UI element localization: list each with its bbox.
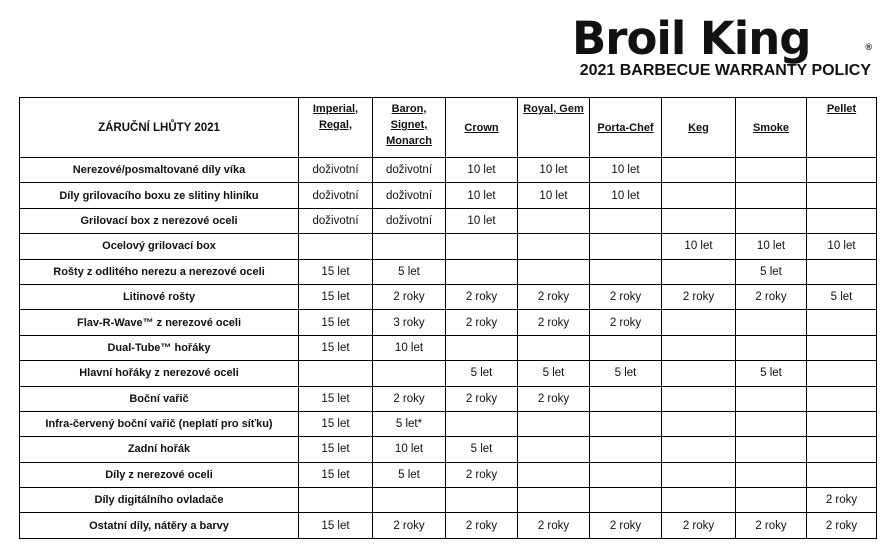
warranty-cell: 15 let: [299, 411, 373, 436]
logo-text: Broil King: [572, 12, 811, 65]
warranty-cell: 15 let: [299, 259, 373, 284]
row-label: Hlavní hořáky z nerezové oceli: [20, 361, 299, 386]
warranty-cell: [373, 361, 446, 386]
column-header: [736, 98, 807, 158]
warranty-cell: [807, 183, 877, 208]
warranty-cell: 10 let: [590, 158, 662, 183]
row-label: Infra-červený boční vařič (neplatí pro síťku): [20, 411, 299, 436]
warranty-cell: 5 let: [373, 462, 446, 487]
row-label: Díly z nerezové oceli: [20, 462, 299, 487]
warranty-cell: 5 let: [446, 437, 518, 462]
warranty-cell: doživotní: [373, 183, 446, 208]
row-label: Díly digitálního ovladače: [20, 488, 299, 513]
warranty-cell: 10 let: [590, 183, 662, 208]
warranty-cell: 2 roky: [446, 462, 518, 487]
warranty-cell: 5 let: [518, 361, 590, 386]
warranty-cell: [518, 437, 590, 462]
warranty-cell: doživotní: [299, 183, 373, 208]
warranty-cell: [446, 259, 518, 284]
warranty-cell: [662, 411, 736, 436]
warranty-cell: [662, 361, 736, 386]
warranty-cell: [590, 259, 662, 284]
warranty-cell: 2 roky: [518, 284, 590, 309]
table-row: [20, 183, 877, 208]
warranty-cell: [736, 411, 807, 436]
column-header-label: Porta-Chef: [597, 121, 654, 134]
warranty-cell: 15 let: [299, 386, 373, 411]
warranty-cell: 2 roky: [446, 284, 518, 309]
warranty-cell: [518, 462, 590, 487]
row-label: Zadní hořák: [20, 437, 299, 462]
row-label: Grilovací box z nerezové oceli: [20, 208, 299, 233]
table-row: [20, 386, 877, 411]
policy-title: 2021 BARBECUE WARRANTY POLICY: [579, 62, 871, 79]
column-header-label: Imperial, Regal,: [312, 103, 359, 131]
warranty-cell: [736, 158, 807, 183]
warranty-cell: [518, 259, 590, 284]
warranty-cell: 15 let: [299, 437, 373, 462]
warranty-cell: [662, 437, 736, 462]
warranty-cell: [807, 158, 877, 183]
warranty-cell: 2 roky: [446, 386, 518, 411]
warranty-cell: [736, 386, 807, 411]
warranty-cell: 10 let: [373, 437, 446, 462]
warranty-cell: doživotní: [299, 208, 373, 233]
warranty-cell: [299, 361, 373, 386]
header-row: [20, 98, 877, 158]
warranty-cell: [736, 208, 807, 233]
warranty-cell: [590, 335, 662, 360]
column-header: [590, 98, 662, 158]
warranty-cell: 10 let: [446, 183, 518, 208]
warranty-cell: [446, 335, 518, 360]
registered-mark: ®: [865, 42, 872, 52]
warranty-cell: [299, 234, 373, 259]
warranty-cell: [590, 386, 662, 411]
row-label: Dual-Tube™ hořáky: [20, 335, 299, 360]
table-row: [20, 462, 877, 487]
table-row: [20, 488, 877, 513]
warranty-cell: 2 roky: [662, 284, 736, 309]
warranty-cell: 2 roky: [373, 386, 446, 411]
row-label: Ocelový grilovací box: [20, 234, 299, 259]
warranty-cell: 10 let: [736, 234, 807, 259]
column-header-label: Pellet: [826, 103, 857, 115]
table-row: [20, 284, 877, 309]
table-row: [20, 158, 877, 183]
warranty-table: [19, 97, 877, 539]
warranty-cell: [662, 259, 736, 284]
warranty-cell: [518, 208, 590, 233]
warranty-cell: 2 roky: [590, 513, 662, 538]
warranty-cell: [736, 310, 807, 335]
warranty-cell: [807, 386, 877, 411]
column-header-label: Crown: [464, 121, 499, 134]
warranty-cell: 5 let*: [373, 411, 446, 436]
warranty-cell: [590, 411, 662, 436]
warranty-cell: [662, 208, 736, 233]
warranty-cell: doživotní: [373, 158, 446, 183]
warranty-cell: 2 roky: [518, 310, 590, 335]
row-label: Nerezové/posmaltované díly víka: [20, 158, 299, 183]
warranty-cell: 2 roky: [590, 284, 662, 309]
warranty-cell: 10 let: [373, 335, 446, 360]
warranty-cell: [736, 488, 807, 513]
warranty-cell: [807, 411, 877, 436]
column-header: [807, 98, 877, 158]
warranty-cell: 2 roky: [736, 513, 807, 538]
warranty-cell: [736, 335, 807, 360]
table-row: [20, 411, 877, 436]
column-header-label: Keg: [688, 121, 709, 134]
warranty-cell: 2 roky: [446, 513, 518, 538]
warranty-cell: 10 let: [446, 158, 518, 183]
table-row: [20, 437, 877, 462]
warranty-cell: 2 roky: [518, 386, 590, 411]
warranty-cell: 15 let: [299, 284, 373, 309]
row-label: Boční vařič: [20, 386, 299, 411]
warranty-cell: 10 let: [518, 158, 590, 183]
column-header-label: Baron, Signet, Monarch: [386, 103, 432, 147]
table-title: ZÁRUČNÍ LHŮTY 2021: [20, 98, 299, 158]
warranty-cell: [662, 386, 736, 411]
warranty-cell: [590, 488, 662, 513]
warranty-cell: [736, 462, 807, 487]
row-label: Litinové rošty: [20, 284, 299, 309]
warranty-cell: doživotní: [373, 208, 446, 233]
warranty-cell: 15 let: [299, 310, 373, 335]
table-row: [20, 234, 877, 259]
warranty-cell: [590, 437, 662, 462]
column-header: [299, 98, 373, 158]
warranty-cell: [807, 361, 877, 386]
table-row: [20, 513, 877, 538]
warranty-cell: 2 roky: [373, 513, 446, 538]
warranty-cell: [807, 310, 877, 335]
warranty-cell: [373, 234, 446, 259]
warranty-cell: [736, 183, 807, 208]
warranty-cell: 2 roky: [518, 513, 590, 538]
warranty-cell: 5 let: [736, 361, 807, 386]
warranty-cell: [662, 158, 736, 183]
row-label: Díly grilovacího boxu ze slitiny hliníku: [20, 183, 299, 208]
warranty-cell: 15 let: [299, 462, 373, 487]
warranty-cell: [446, 488, 518, 513]
table-row: [20, 259, 877, 284]
warranty-cell: [807, 259, 877, 284]
warranty-cell: 10 let: [807, 234, 877, 259]
warranty-cell: [590, 462, 662, 487]
warranty-cell: [518, 335, 590, 360]
column-header: [662, 98, 736, 158]
warranty-cell: [736, 437, 807, 462]
column-header: [518, 98, 590, 158]
table-row: [20, 310, 877, 335]
warranty-cell: doživotní: [299, 158, 373, 183]
warranty-cell: 10 let: [662, 234, 736, 259]
warranty-cell: 15 let: [299, 513, 373, 538]
column-header-label: Smoke: [752, 121, 790, 134]
warranty-cell: [807, 437, 877, 462]
warranty-cell: [518, 411, 590, 436]
table-row: [20, 361, 877, 386]
warranty-cell: 5 let: [373, 259, 446, 284]
warranty-cell: [662, 310, 736, 335]
column-header-label: Royal, Gem: [523, 103, 584, 115]
warranty-cell: 5 let: [736, 259, 807, 284]
warranty-cell: [807, 462, 877, 487]
warranty-cell: [662, 462, 736, 487]
warranty-cell: 2 roky: [662, 513, 736, 538]
warranty-cell: 2 roky: [807, 488, 877, 513]
warranty-cell: [446, 234, 518, 259]
warranty-cell: [662, 335, 736, 360]
warranty-cell: [518, 234, 590, 259]
broil-king-logo: [572, 12, 872, 65]
warranty-cell: 10 let: [518, 183, 590, 208]
warranty-cell: 2 roky: [373, 284, 446, 309]
column-header: [373, 98, 446, 158]
row-label: Flav-R-Wave™ z nerezové oceli: [20, 310, 299, 335]
row-label: Rošty z odlitého nerezu a nerezové oceli: [20, 259, 299, 284]
warranty-cell: [446, 411, 518, 436]
row-label: Ostatní díly, nátěry a barvy: [20, 513, 299, 538]
column-header: [446, 98, 518, 158]
warranty-cell: [807, 208, 877, 233]
warranty-cell: [518, 488, 590, 513]
warranty-cell: [662, 183, 736, 208]
warranty-cell: 15 let: [299, 335, 373, 360]
warranty-cell: 3 roky: [373, 310, 446, 335]
warranty-cell: 5 let: [807, 284, 877, 309]
table-row: [20, 208, 877, 233]
warranty-cell: 2 roky: [807, 513, 877, 538]
warranty-cell: [590, 208, 662, 233]
warranty-cell: [373, 488, 446, 513]
warranty-cell: [299, 488, 373, 513]
warranty-cell: [662, 488, 736, 513]
warranty-cell: [807, 335, 877, 360]
warranty-cell: 2 roky: [590, 310, 662, 335]
warranty-cell: 5 let: [446, 361, 518, 386]
warranty-cell: 2 roky: [736, 284, 807, 309]
warranty-cell: 10 let: [446, 208, 518, 233]
warranty-cell: 5 let: [590, 361, 662, 386]
warranty-cell: 2 roky: [446, 310, 518, 335]
warranty-cell: [590, 234, 662, 259]
table-row: [20, 335, 877, 360]
